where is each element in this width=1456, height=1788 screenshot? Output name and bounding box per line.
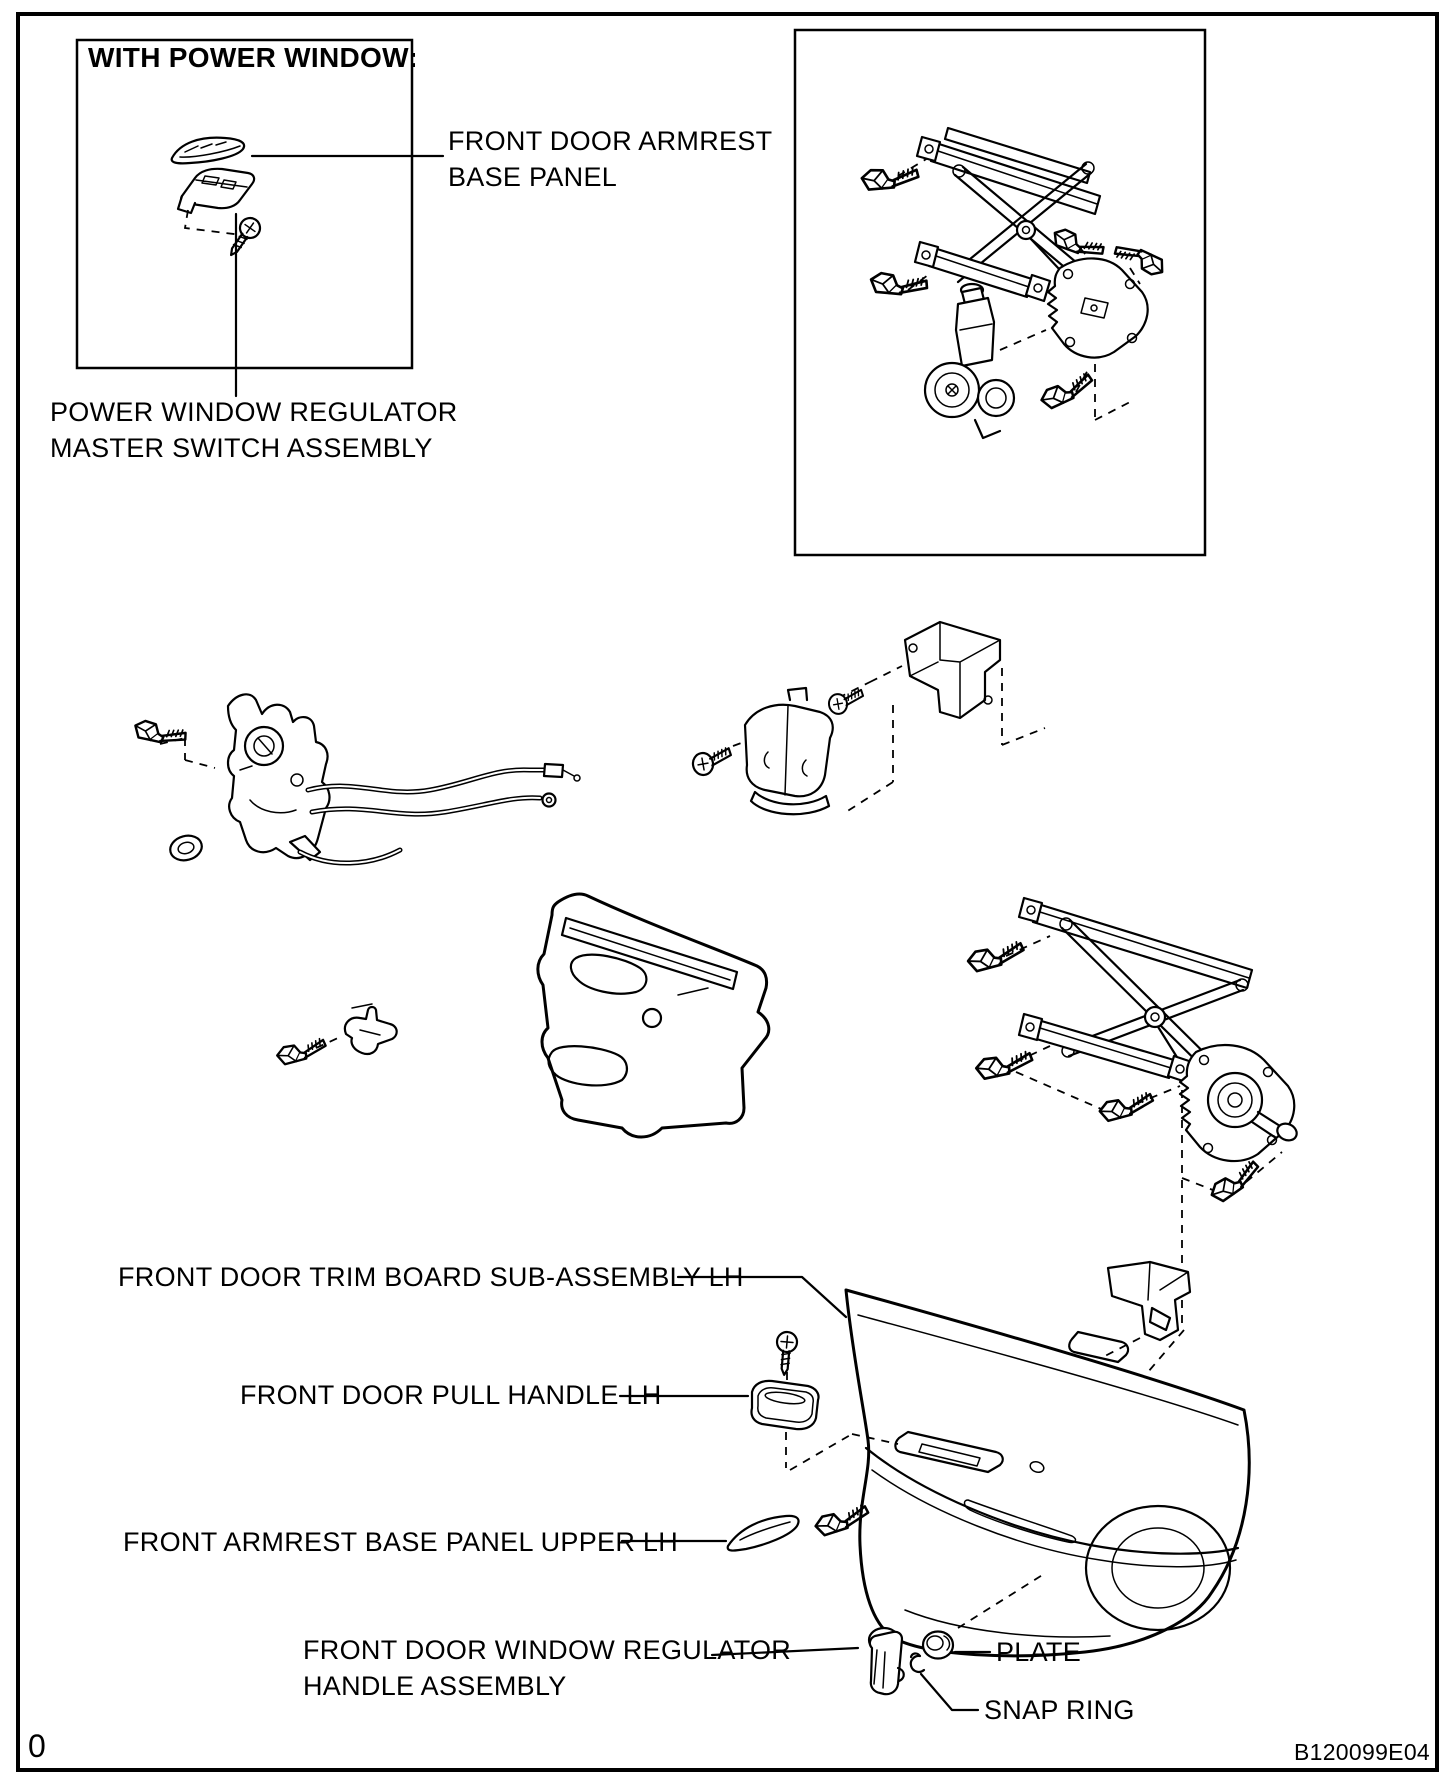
window-switch-bezel [1108, 1262, 1190, 1340]
inside-handle-group [691, 622, 1045, 814]
power-window-inset-box [77, 40, 418, 368]
handle-screw [827, 689, 865, 715]
figure-code: B120099E04 [1293, 1739, 1430, 1765]
clip-bolt [276, 1037, 328, 1066]
plate-part [923, 1632, 953, 1659]
regulator-handle-label-1: FRONT DOOR WINDOW REGULATOR [303, 1635, 792, 1665]
power-window-regulator-drawing [861, 128, 1167, 438]
bolt [1208, 1158, 1263, 1204]
regulator-motor [925, 284, 1014, 438]
lock-screw [133, 719, 187, 747]
trim-clip-group [276, 1004, 397, 1066]
bolt [1051, 227, 1106, 261]
master-switch-label-1: POWER WINDOW REGULATOR [50, 397, 458, 427]
power-regulator-inset-box [795, 30, 1205, 555]
plate-label: PLATE [996, 1637, 1082, 1667]
trim-board-label: FRONT DOOR TRIM BOARD SUB-ASSEMBLY LH [118, 1262, 744, 1292]
page-marker: 0 [28, 1728, 47, 1764]
armrest-base-panel-part [172, 138, 244, 164]
master-switch-label-2: MASTER SWITCH ASSEMBLY [50, 433, 433, 463]
snap-ring-leader [921, 1674, 978, 1710]
snap-ring-label: SNAP RING [984, 1695, 1135, 1725]
regulator-gear-plate [1180, 1045, 1299, 1161]
bolt [861, 166, 919, 190]
door-lock-assembly [133, 694, 580, 863]
bolt [975, 1049, 1034, 1080]
door-trim-board [786, 1290, 1249, 1656]
bolt [1098, 1091, 1155, 1123]
inset-box-title: WITH POWER WINDOW: [88, 42, 418, 73]
pull-handle-label: FRONT DOOR PULL HANDLE LH [240, 1380, 662, 1410]
cup-screw [774, 1331, 798, 1376]
bolt [1039, 371, 1096, 411]
armrest-upper-part [728, 1503, 871, 1551]
handle-cover-bracket [905, 622, 1000, 718]
armrest-upper-label: FRONT ARMREST BASE PANEL UPPER LH [123, 1527, 679, 1557]
lock-cables [300, 764, 580, 863]
bolt [870, 272, 928, 296]
inset-screw [223, 214, 264, 261]
armrest-base-panel-label-1: FRONT DOOR ARMREST [448, 126, 773, 156]
pull-handle-cup [751, 1331, 818, 1429]
snap-ring-part [911, 1653, 924, 1671]
bolt [966, 940, 1025, 973]
armrest-base-panel-label-2: BASE PANEL [448, 162, 618, 192]
service-hole-cover [538, 894, 769, 1137]
handle-screw [691, 747, 733, 776]
regulator-handle-label-2: HANDLE ASSEMBLY [303, 1671, 567, 1701]
inside-handle-bezel [745, 688, 833, 814]
